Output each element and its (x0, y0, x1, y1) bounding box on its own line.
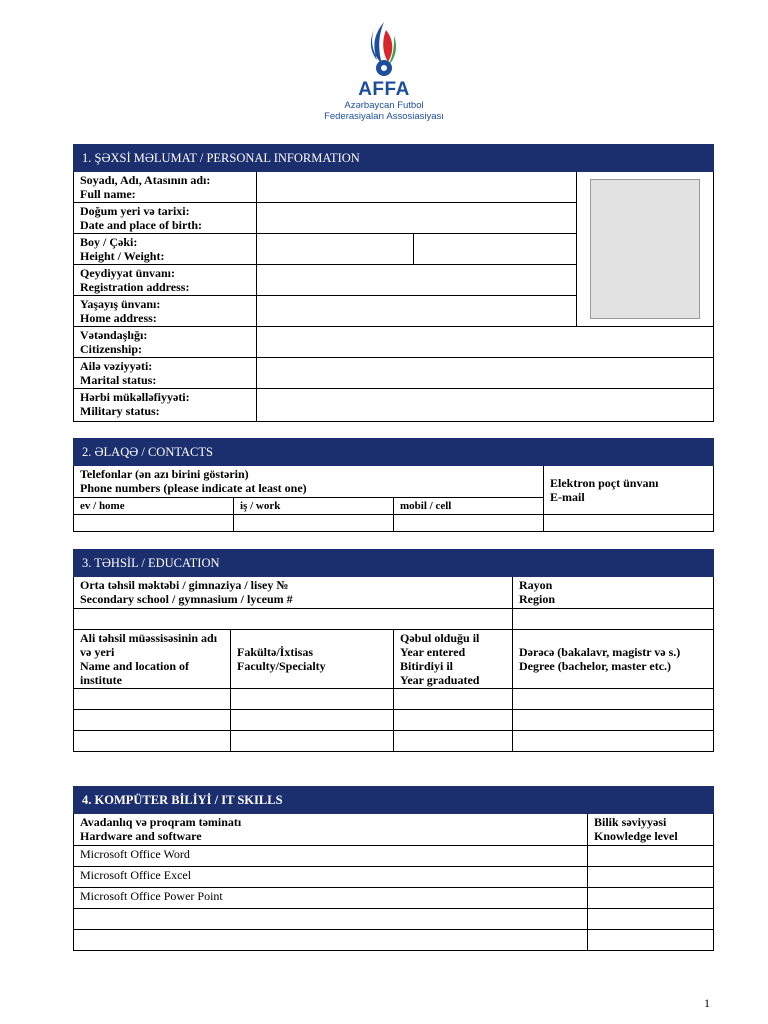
skill-powerpoint: Microsoft Office Power Point (74, 888, 588, 909)
knowledge-level-label: Bilik səviyyəsi Knowledge level (588, 814, 714, 846)
degree-field[interactable] (513, 710, 714, 731)
degree-field[interactable] (513, 731, 714, 752)
affa-logo (320, 20, 448, 124)
home-address-field[interactable] (257, 296, 577, 327)
logo-subtitle-1: Azərbaycan Futbol (344, 100, 424, 111)
section-3-header: 3. TƏHSİL / EDUCATION (74, 550, 714, 577)
institute-field[interactable] (74, 731, 231, 752)
skill-word-level[interactable] (588, 846, 714, 867)
faculty-label: Fakültə/İxtisas Faculty/Specialty (231, 630, 394, 689)
work-phone-field[interactable] (234, 515, 394, 532)
citizenship-label: Vətəndaşlığı: Citizenship: (74, 327, 257, 358)
degree-label: Dərəcə (bakalavr, magistr və s.) Degree (bachelor, master etc.) (513, 630, 714, 689)
weight-field[interactable] (414, 234, 577, 265)
faculty-field[interactable] (231, 710, 394, 731)
institute-field[interactable] (74, 689, 231, 710)
region-field[interactable] (513, 609, 714, 630)
skill-excel: Microsoft Office Excel (74, 867, 588, 888)
years-field[interactable] (394, 731, 513, 752)
home-address-label: Yaşayış ünvanı: Home address: (74, 296, 257, 327)
section-4-header: 4. KOMPÜTER BİLİYİ / IT SKILLS (74, 787, 714, 814)
citizenship-field[interactable] (257, 327, 714, 358)
logo-title: AFFA (358, 79, 410, 100)
birth-field[interactable] (257, 203, 577, 234)
photo-placeholder[interactable] (590, 179, 700, 319)
phones-label: Telefonlar (ən azı birini göstərin) Phone numbers (please indicate at least one) (74, 466, 544, 498)
school-label: Orta təhsil məktəbi / gimnaziya / lisey № Secondary school / gymnasium / lyceum # (74, 577, 513, 609)
years-field[interactable] (394, 689, 513, 710)
military-label: Hərbi mükəlləfiyyəti: Military status: (74, 389, 257, 422)
personal-info-table (73, 144, 714, 422)
registration-label: Qeydiyyat ünvanı: Registration address: (74, 265, 257, 296)
birth-label: Doğum yeri və tarixi: Date and place of birth: (74, 203, 257, 234)
photo-cell[interactable] (577, 172, 714, 327)
institute-field[interactable] (74, 710, 231, 731)
home-phone-label: ev / home (74, 498, 234, 515)
education-table (73, 549, 714, 752)
degree-field[interactable] (513, 689, 714, 710)
skill-extra-level[interactable] (588, 909, 714, 930)
height-weight-label: Boy / Çəki: Height / Weight: (74, 234, 257, 265)
section-1-header: 1. ŞƏXSİ MƏLUMAT / PERSONAL INFORMATION (74, 145, 714, 172)
height-field[interactable] (257, 234, 414, 265)
section-2-header: 2. ƏLAQƏ / CONTACTS (74, 439, 714, 466)
email-field[interactable] (544, 515, 714, 532)
work-phone-label: iş / work (234, 498, 394, 515)
affa-emblem-icon (360, 20, 408, 78)
faculty-field[interactable] (231, 731, 394, 752)
region-label: Rayon Region (513, 577, 714, 609)
email-label: Elektron poçt ünvanı E-mail (544, 466, 714, 515)
skill-excel-level[interactable] (588, 867, 714, 888)
skill-extra-level[interactable] (588, 930, 714, 951)
skill-powerpoint-level[interactable] (588, 888, 714, 909)
page-number: 1 (704, 996, 710, 1010)
skill-extra-field[interactable] (74, 909, 588, 930)
faculty-field[interactable] (231, 689, 394, 710)
hardware-label: Avadanlıq və proqram təminatı Hardware and software (74, 814, 588, 846)
years-label: Qəbul olduğu il Year entered Bitirdiyi il Year graduated (394, 630, 513, 689)
full-name-field[interactable] (257, 172, 577, 203)
school-field[interactable] (74, 609, 513, 630)
military-field[interactable] (257, 389, 714, 422)
marital-field[interactable] (257, 358, 714, 389)
skill-extra-field[interactable] (74, 930, 588, 951)
marital-label: Ailə vəziyyəti: Marital status: (74, 358, 257, 389)
institute-label: Ali təhsil müəssisəsinin adı və yeri Name and location of institute (74, 630, 231, 689)
logo-subtitle-2: Federasiyaları Assosiasiyası (324, 111, 444, 122)
registration-field[interactable] (257, 265, 577, 296)
home-phone-field[interactable] (74, 515, 234, 532)
mobile-phone-field[interactable] (394, 515, 544, 532)
contacts-table (73, 438, 714, 532)
skill-word: Microsoft Office Word (74, 846, 588, 867)
full-name-label: Soyadı, Adı, Atasının adı: Full name: (74, 172, 257, 203)
years-field[interactable] (394, 710, 513, 731)
it-skills-table (73, 786, 714, 951)
mobile-phone-label: mobil / cell (394, 498, 544, 515)
